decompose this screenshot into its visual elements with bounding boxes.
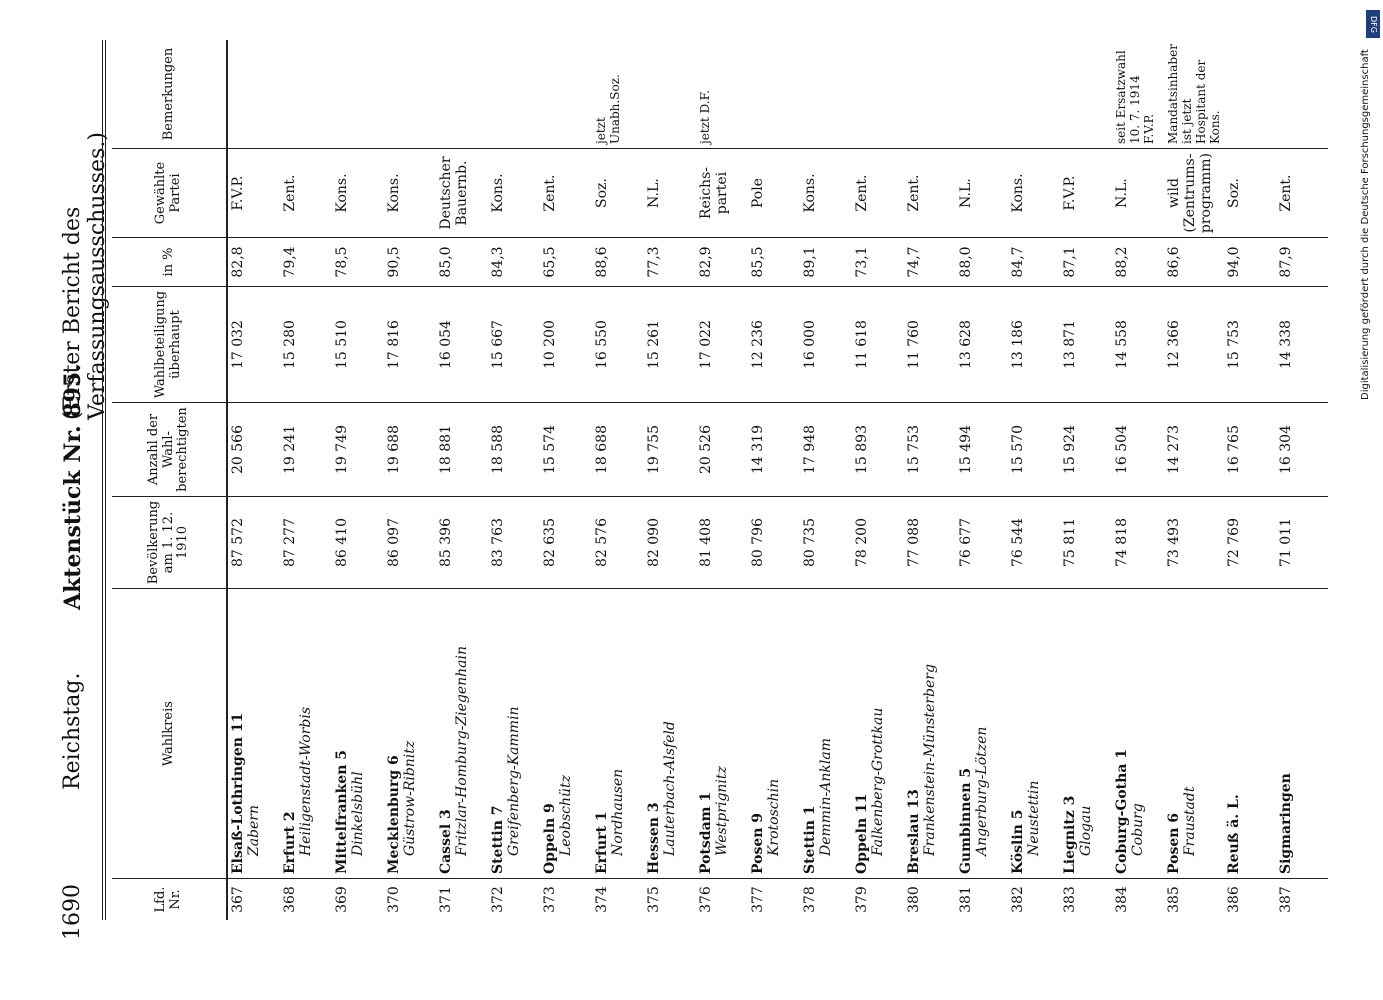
row-wahlkreis xyxy=(436,589,488,879)
table-row xyxy=(227,40,280,920)
wahlkreis-name: Stettin 7 xyxy=(490,805,506,875)
wahlkreis-subname: Nordhausen xyxy=(610,768,626,857)
row-wahlkreis xyxy=(592,589,644,879)
row-bevoelkerung: 81 408 xyxy=(696,496,748,588)
page-number: 1690 xyxy=(60,884,85,940)
row-partei: Kons. xyxy=(488,149,540,238)
row-wahlberechtigte: 19 749 xyxy=(332,403,384,497)
wahlkreis-subname: Falkenberg-Grottkau xyxy=(870,707,886,857)
row-partei: F.V.P. xyxy=(1060,149,1112,238)
wahlkreis-subname: Angerburg-Lötzen xyxy=(974,726,990,857)
header-reichstag: Reichstag. xyxy=(60,672,85,790)
row-wahlberechtigte: 15 570 xyxy=(1008,403,1060,497)
wahlkreis-name: Liegnitz 3 xyxy=(1062,795,1078,875)
row-wahlberechtigte: 16 504 xyxy=(1112,403,1164,497)
row-wahlberechtigte: 18 881 xyxy=(436,403,488,497)
row-nr: 378 xyxy=(802,886,818,913)
row-partei: N.L. xyxy=(644,149,696,238)
table-row xyxy=(644,40,696,920)
row-beteiligung-pct: 82,9 xyxy=(696,238,748,287)
row-beteiligung-abs: 11 618 xyxy=(852,286,904,402)
row-beteiligung-abs: 17 816 xyxy=(384,286,436,402)
header-rule xyxy=(102,40,106,920)
table-body xyxy=(227,40,1328,920)
row-wahlberechtigte: 16 304 xyxy=(1276,403,1328,497)
row-bevoelkerung: 77 088 xyxy=(904,496,956,588)
row-beteiligung-abs: 15 510 xyxy=(332,286,384,402)
row-nr: 371 xyxy=(438,886,454,913)
page-header xyxy=(50,40,110,940)
row-beteiligung-pct: 82,8 xyxy=(227,238,280,287)
table-row xyxy=(1224,40,1276,920)
row-beteiligung-abs: 13 628 xyxy=(956,286,1008,402)
row-bemerkungen xyxy=(488,40,540,149)
table-row xyxy=(540,40,592,920)
row-bemerkungen xyxy=(227,40,280,149)
row-beteiligung-pct: 65,5 xyxy=(540,238,592,287)
row-partei: F.V.P. xyxy=(227,149,280,238)
row-bemerkungen xyxy=(384,40,436,149)
wahlkreis-name: Coburg-Gotha 1 xyxy=(1114,748,1130,875)
wahlkreis-subname: Krotoschin xyxy=(766,778,782,857)
row-bevoelkerung: 71 011 xyxy=(1276,496,1328,588)
wahlkreis-subname: Fritzlar-Homburg-Ziegenhain xyxy=(454,646,470,857)
table-row xyxy=(436,40,488,920)
header-subtitle: (Erster Bericht des Verfassungsausschusses.) xyxy=(60,132,110,420)
row-wahlkreis xyxy=(1276,589,1328,879)
row-beteiligung-abs: 10 200 xyxy=(540,286,592,402)
row-wahlberechtigte: 18 588 xyxy=(488,403,540,497)
table-row xyxy=(384,40,436,920)
wahlkreis-subname: Dinkelsbühl xyxy=(350,771,366,857)
row-bemerkungen: jetzt Unabh.Soz. xyxy=(592,40,644,149)
row-beteiligung-abs: 13 871 xyxy=(1060,286,1112,402)
row-wahlberechtigte: 17 948 xyxy=(800,403,852,497)
row-beteiligung-pct: 74,7 xyxy=(904,238,956,287)
row-bemerkungen xyxy=(956,40,1008,149)
wahlkreis-subname: Zabern xyxy=(246,805,262,857)
row-partei: Zent. xyxy=(540,149,592,238)
election-table xyxy=(112,40,1328,920)
row-nr: 370 xyxy=(386,886,402,913)
row-nr: 374 xyxy=(594,886,610,913)
row-nr: 376 xyxy=(698,886,714,913)
row-wahlberechtigte: 15 893 xyxy=(852,403,904,497)
row-beteiligung-pct: 88,0 xyxy=(956,238,1008,287)
wahlkreis-name: Erfurt 1 xyxy=(594,811,610,875)
row-nr: 373 xyxy=(542,886,558,913)
row-wahlberechtigte: 19 755 xyxy=(644,403,696,497)
row-beteiligung-abs: 14 558 xyxy=(1112,286,1164,402)
row-wahlkreis xyxy=(1008,589,1060,879)
wahlkreis-subname: Güstrow-Ribnitz xyxy=(402,740,418,857)
row-bemerkungen xyxy=(540,40,592,149)
row-bevoelkerung: 83 763 xyxy=(488,496,540,588)
row-wahlkreis xyxy=(488,589,540,879)
wahlkreis-name: Erfurt 2 xyxy=(282,811,298,875)
wahlkreis-subname: Leobschütz xyxy=(558,774,574,857)
col-header-bemerkungen: Bemerkungen xyxy=(112,40,227,149)
row-bevoelkerung: 72 769 xyxy=(1224,496,1276,588)
row-wahlberechtigte: 16 765 xyxy=(1224,403,1276,497)
row-bemerkungen xyxy=(644,40,696,149)
row-beteiligung-abs: 14 338 xyxy=(1276,286,1328,402)
row-wahlkreis xyxy=(644,589,696,879)
row-nr: 375 xyxy=(646,886,662,913)
row-beteiligung-abs: 12 236 xyxy=(748,286,800,402)
wahlkreis-name: Cassel 3 xyxy=(438,809,454,875)
row-beteiligung-pct: 79,4 xyxy=(280,238,332,287)
row-beteiligung-pct: 85,0 xyxy=(436,238,488,287)
row-bemerkungen xyxy=(1008,40,1060,149)
row-beteiligung-abs: 11 760 xyxy=(904,286,956,402)
row-nr: 368 xyxy=(282,886,298,913)
table-row xyxy=(592,40,644,920)
row-beteiligung-abs: 13 186 xyxy=(1008,286,1060,402)
row-nr: 382 xyxy=(1010,886,1026,913)
wahlkreis-subname: Neustettin xyxy=(1026,780,1042,857)
row-beteiligung-abs: 15 261 xyxy=(644,286,696,402)
row-partei: Reichs-partei xyxy=(696,149,748,238)
row-bevoelkerung: 76 544 xyxy=(1008,496,1060,588)
wahlkreis-name: Breslau 13 xyxy=(906,789,922,875)
row-beteiligung-pct: 89,1 xyxy=(800,238,852,287)
row-beteiligung-abs: 15 753 xyxy=(1224,286,1276,402)
row-bemerkungen: seit Ersatzwahl 10. 7. 1914 F.V.P. xyxy=(1112,40,1164,149)
row-bevoelkerung: 75 811 xyxy=(1060,496,1112,588)
row-beteiligung-pct: 90,5 xyxy=(384,238,436,287)
row-bevoelkerung: 82 090 xyxy=(644,496,696,588)
col-header-beteiligung xyxy=(112,286,227,402)
row-nr: 380 xyxy=(906,886,922,913)
row-bevoelkerung: 86 097 xyxy=(384,496,436,588)
row-wahlkreis xyxy=(1164,589,1224,879)
row-bevoelkerung: 80 735 xyxy=(800,496,852,588)
row-partei: wild (Zentrums-programm) xyxy=(1164,149,1224,238)
row-beteiligung-pct: 77,3 xyxy=(644,238,696,287)
row-wahlkreis xyxy=(904,589,956,879)
row-beteiligung-pct: 87,1 xyxy=(1060,238,1112,287)
row-beteiligung-pct: 86,6 xyxy=(1164,238,1224,287)
wahlkreis-subname: Coburg xyxy=(1130,803,1146,857)
row-wahlkreis xyxy=(227,589,280,879)
table-row xyxy=(748,40,800,920)
table-row xyxy=(1276,40,1328,920)
row-partei: Pole xyxy=(748,149,800,238)
wahlkreis-subname: Heiligenstadt-Worbis xyxy=(298,706,314,857)
row-bevoelkerung: 76 677 xyxy=(956,496,1008,588)
row-bemerkungen xyxy=(1060,40,1112,149)
row-bemerkungen xyxy=(436,40,488,149)
row-bevoelkerung: 86 410 xyxy=(332,496,384,588)
wahlkreis-name: Mecklenburg 6 xyxy=(386,755,402,875)
row-nr: 379 xyxy=(854,886,870,913)
wahlkreis-name: Oppeln 9 xyxy=(542,803,558,875)
row-beteiligung-pct: 84,3 xyxy=(488,238,540,287)
row-nr: 372 xyxy=(490,886,506,913)
row-wahlkreis xyxy=(280,589,332,879)
col-header-bevoelkerung: Bevölkerung am 1. 12. 1910 xyxy=(112,496,227,588)
wahlkreis-name: Mittelfranken 5 xyxy=(334,750,350,875)
row-nr: 386 xyxy=(1226,886,1242,913)
wahlkreis-name: Posen 6 xyxy=(1166,812,1182,875)
row-nr: 367 xyxy=(230,886,246,913)
row-beteiligung-pct: 73,1 xyxy=(852,238,904,287)
row-bevoelkerung: 74 818 xyxy=(1112,496,1164,588)
digitization-note xyxy=(1360,10,1380,990)
rotated-document-page xyxy=(50,40,1383,940)
wahlkreis-subname: Glogau xyxy=(1078,805,1094,857)
row-bemerkungen xyxy=(332,40,384,149)
col-header-beteiligung-abs: überhaupt xyxy=(168,310,183,379)
row-partei: N.L. xyxy=(1112,149,1164,238)
row-bemerkungen xyxy=(280,40,332,149)
row-partei: Soz. xyxy=(592,149,644,238)
row-wahlkreis xyxy=(956,589,1008,879)
table-row xyxy=(1112,40,1164,920)
row-wahlberechtigte: 18 688 xyxy=(592,403,644,497)
table-row xyxy=(280,40,332,920)
row-bevoelkerung: 85 396 xyxy=(436,496,488,588)
row-wahlberechtigte: 15 924 xyxy=(1060,403,1112,497)
row-partei: N.L. xyxy=(956,149,1008,238)
row-wahlkreis xyxy=(852,589,904,879)
row-wahlkreis xyxy=(1060,589,1112,879)
row-wahlberechtigte: 19 241 xyxy=(280,403,332,497)
wahlkreis-name: Gumbinnen 5 xyxy=(958,767,974,875)
row-wahlberechtigte: 14 319 xyxy=(748,403,800,497)
wahlkreis-name: Köslin 5 xyxy=(1010,809,1026,875)
table-row xyxy=(488,40,540,920)
wahlkreis-subname: Frankenstein-Münsterberg xyxy=(922,664,938,857)
row-wahlberechtigte: 19 688 xyxy=(384,403,436,497)
col-header-beteiligung-group: Wahlbeteiligung xyxy=(153,290,169,399)
row-bevoelkerung: 78 200 xyxy=(852,496,904,588)
wahlkreis-subname: Demmin-Anklam xyxy=(818,738,834,857)
row-bemerkungen: jetzt D.F. xyxy=(696,40,748,149)
row-wahlberechtigte: 20 566 xyxy=(227,403,280,497)
wahlkreis-name: Posen 9 xyxy=(750,812,766,875)
row-bevoelkerung: 82 635 xyxy=(540,496,592,588)
row-wahlberechtigte: 15 753 xyxy=(904,403,956,497)
row-bevoelkerung: 82 576 xyxy=(592,496,644,588)
row-bemerkungen xyxy=(852,40,904,149)
row-partei: Soz. xyxy=(1224,149,1276,238)
table-row xyxy=(696,40,748,920)
row-partei: Kons. xyxy=(1008,149,1060,238)
row-bevoelkerung: 87 277 xyxy=(280,496,332,588)
row-nr: 377 xyxy=(750,886,766,913)
table-row xyxy=(852,40,904,920)
row-beteiligung-abs: 16 054 xyxy=(436,286,488,402)
row-partei: Kons. xyxy=(332,149,384,238)
table-row xyxy=(800,40,852,920)
wahlkreis-name: Elsaß-Lothringen 11 xyxy=(230,712,246,875)
col-header-pct: in % xyxy=(112,238,227,287)
row-partei: Zent. xyxy=(904,149,956,238)
row-partei: Zent. xyxy=(852,149,904,238)
row-partei: Deutscher Bauernb. xyxy=(436,149,488,238)
row-bemerkungen xyxy=(748,40,800,149)
wahlkreis-name: Sigmaringen xyxy=(1278,773,1294,875)
row-beteiligung-pct: 88,2 xyxy=(1112,238,1164,287)
row-bemerkungen: Mandatsinhaber ist jetzt Hospitant der Kons. xyxy=(1164,40,1224,149)
row-beteiligung-abs: 17 032 xyxy=(227,286,280,402)
row-nr: 387 xyxy=(1278,886,1294,913)
row-wahlberechtigte: 15 494 xyxy=(956,403,1008,497)
wahlkreis-subname: Fraustadt xyxy=(1182,786,1198,857)
row-beteiligung-pct: 84,7 xyxy=(1008,238,1060,287)
header-title: Aktenstück Nr. 895. xyxy=(60,364,86,610)
wahlkreis-subname: Lauterbach-Alsfeld xyxy=(662,721,678,857)
row-beteiligung-abs: 15 280 xyxy=(280,286,332,402)
row-bevoelkerung: 87 572 xyxy=(227,496,280,588)
row-nr: 369 xyxy=(334,886,350,913)
row-wahlkreis xyxy=(800,589,852,879)
wahlkreis-name: Oppeln 11 xyxy=(854,793,870,875)
row-bemerkungen xyxy=(1224,40,1276,149)
table-row xyxy=(904,40,956,920)
row-beteiligung-abs: 15 667 xyxy=(488,286,540,402)
row-wahlberechtigte: 20 526 xyxy=(696,403,748,497)
row-nr: 384 xyxy=(1114,886,1130,913)
row-wahlkreis xyxy=(696,589,748,879)
row-wahlberechtigte: 14 273 xyxy=(1164,403,1224,497)
row-wahlkreis xyxy=(1224,589,1276,879)
row-wahlkreis xyxy=(540,589,592,879)
wahlkreis-name: Stettin 1 xyxy=(802,805,818,875)
col-header-partei: Gewählte Partei xyxy=(112,149,227,238)
table-row xyxy=(332,40,384,920)
digitization-text: Digitalisierung gefördert durch die Deutsche Forschungsgemeinschaft xyxy=(1360,49,1371,400)
col-header-wahlberechtigte: Anzahl der Wahl-berechtigten xyxy=(112,403,227,497)
row-bemerkungen xyxy=(1276,40,1328,149)
row-bemerkungen xyxy=(904,40,956,149)
row-bemerkungen xyxy=(800,40,852,149)
table-row xyxy=(1060,40,1112,920)
row-beteiligung-pct: 88,6 xyxy=(592,238,644,287)
wahlkreis-subname: Greifenberg-Kammin xyxy=(506,706,522,857)
row-beteiligung-pct: 87,9 xyxy=(1276,238,1328,287)
row-wahlberechtigte: 15 574 xyxy=(540,403,592,497)
row-bevoelkerung: 80 796 xyxy=(748,496,800,588)
row-wahlkreis xyxy=(1112,589,1164,879)
table-row xyxy=(1164,40,1224,920)
row-beteiligung-abs: 16 000 xyxy=(800,286,852,402)
row-beteiligung-pct: 78,5 xyxy=(332,238,384,287)
row-nr: 381 xyxy=(958,886,974,913)
col-header-nr: Lfd. Nr. xyxy=(112,879,227,920)
row-partei: Zent. xyxy=(1276,149,1328,238)
row-partei: Kons. xyxy=(800,149,852,238)
col-header-wahlkreis: Wahlkreis xyxy=(112,589,227,879)
wahlkreis-name: Hessen 3 xyxy=(646,802,662,875)
dfg-logo: DFG xyxy=(1366,10,1380,38)
row-beteiligung-abs: 17 022 xyxy=(696,286,748,402)
row-partei: Zent. xyxy=(280,149,332,238)
table-row xyxy=(1008,40,1060,920)
row-partei: Kons. xyxy=(384,149,436,238)
row-beteiligung-pct: 94,0 xyxy=(1224,238,1276,287)
row-beteiligung-abs: 12 366 xyxy=(1164,286,1224,402)
row-bevoelkerung: 73 493 xyxy=(1164,496,1224,588)
row-wahlkreis xyxy=(384,589,436,879)
wahlkreis-name: Reuß ä. L. xyxy=(1226,794,1242,875)
row-nr: 383 xyxy=(1062,886,1078,913)
table-row xyxy=(956,40,1008,920)
wahlkreis-name: Potsdam 1 xyxy=(698,791,714,875)
row-wahlkreis xyxy=(332,589,384,879)
wahlkreis-subname: Westprignitz xyxy=(714,766,730,857)
row-wahlkreis xyxy=(748,589,800,879)
row-nr: 385 xyxy=(1166,886,1182,913)
row-beteiligung-pct: 85,5 xyxy=(748,238,800,287)
row-beteiligung-abs: 16 550 xyxy=(592,286,644,402)
